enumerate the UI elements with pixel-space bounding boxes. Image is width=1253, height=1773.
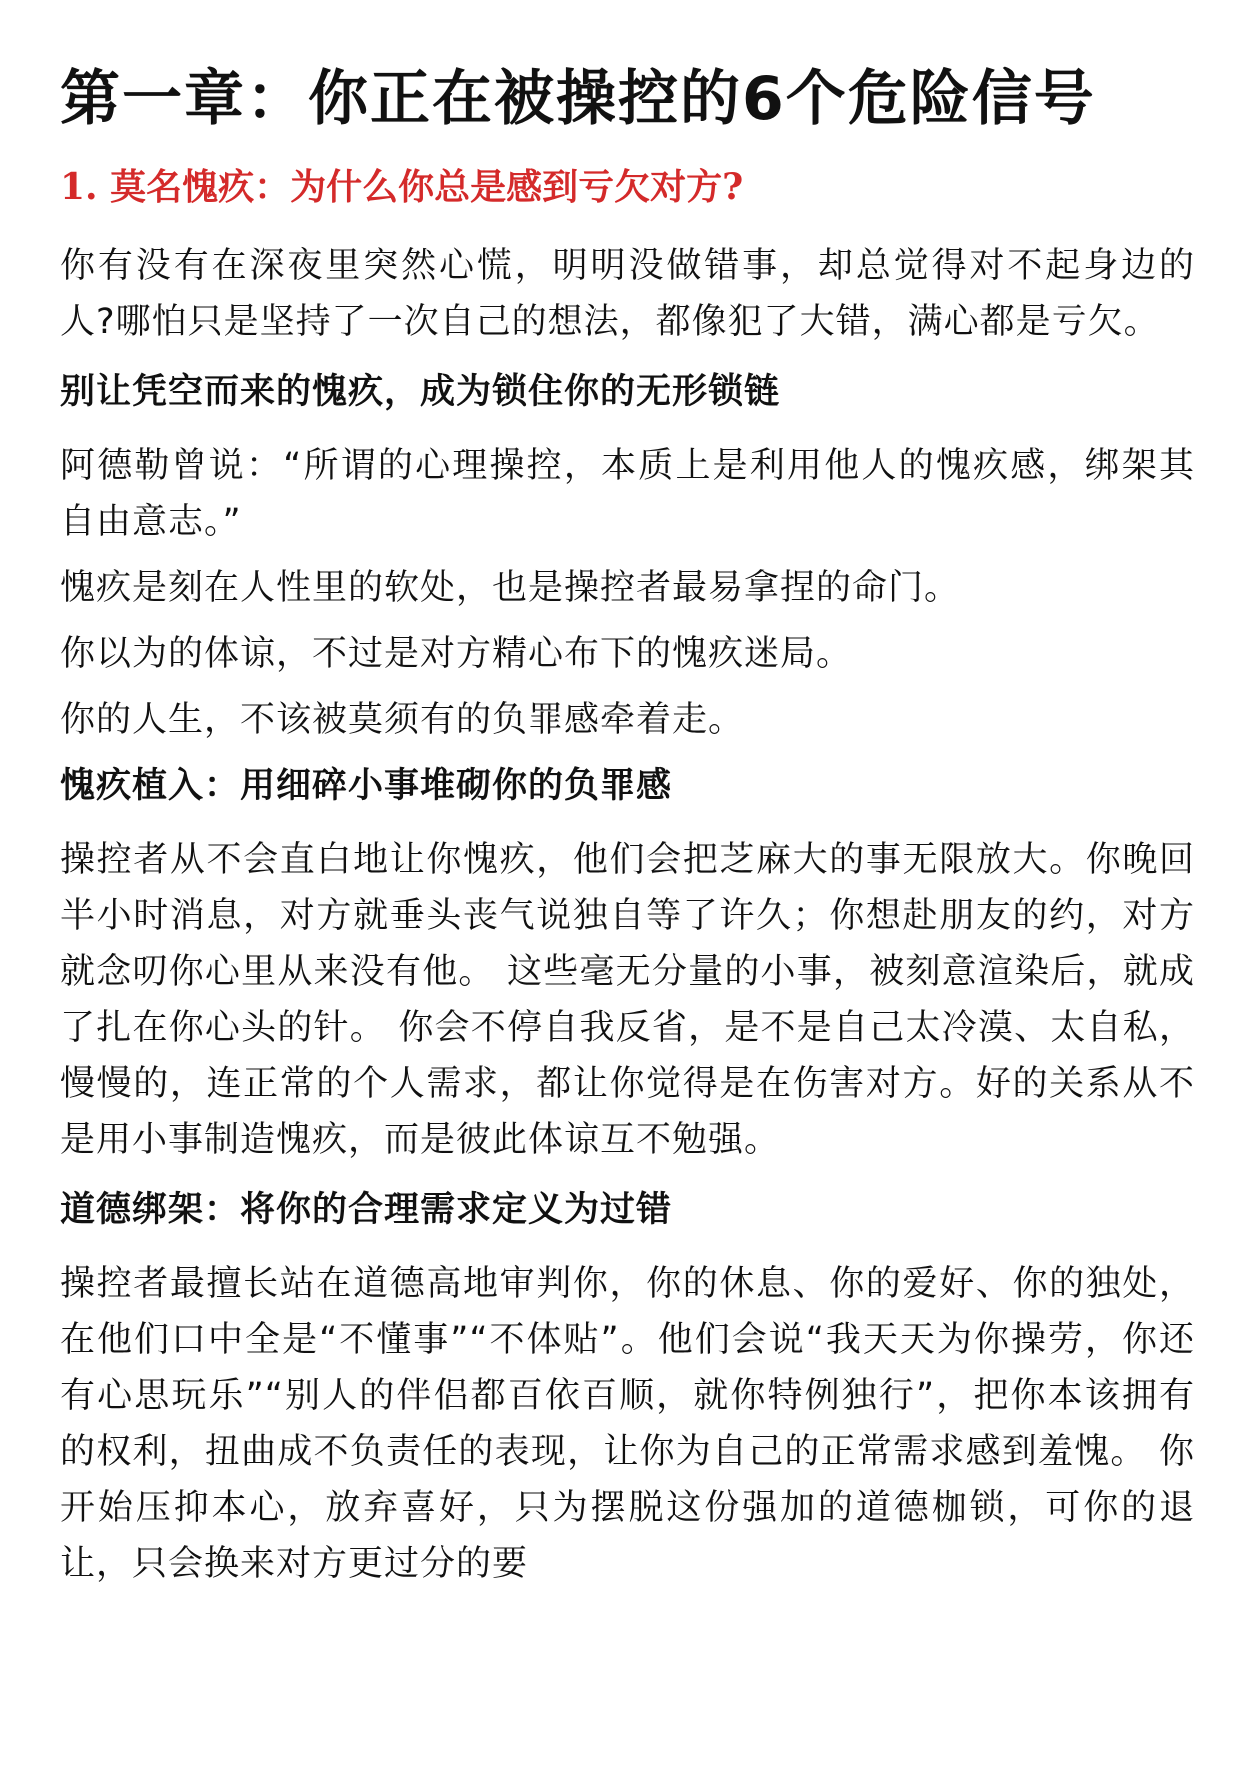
paragraph-life-choice: 你的人生，不该被莫须有的负罪感牵着走。 (60, 700, 745, 740)
document-page (60, 58, 1195, 1606)
subheading-guilt-implant: 愧疚植入：用细碎小事堆砌你的负罪感 (60, 766, 673, 806)
chapter-title: 第一章：你正在被操控的6个危险信号 (60, 64, 1096, 134)
paragraph-intro: 你有没有在深夜里突然心慌，明明没做错事，却总觉得对不起身边的人?哪怕只是坚持了一次自己的想法，都像犯了大错，满心都是亏欠。 (60, 246, 1195, 342)
paragraph-adler-quote: 阿德勒曾说：“所谓的心理操控，本质上是利用他人的愧疚感，绑架其自由意志。” (60, 446, 1195, 542)
paragraph-guilt-implant: 操控者从不会直白地让你愧疚，他们会把芝麻大的事无限放大。你晚回半小时消息，对方就垂头丧气说独自等了许久；你想赴朋友的约，对方就念叨你心里从来没有他。 这些毫无分量的小事，被刻意渲染后，就成了扎在你心头的针。 你会不停自我反省，是不是自己太冷漠、太自私，慢慢的，连正常的个人需求，都让你觉得是在伤害对方。好的关系从不是用小事制造愧疚，而是彼此体谅互不勉强。 (60, 840, 1195, 1160)
paragraph-guilt-weakness: 愧疚是刻在人性里的软处，也是操控者最易拿捏的命门。 (60, 568, 961, 608)
paragraph-guilt-trap: 你以为的体谅，不过是对方精心布下的愧疚迷局。 (60, 634, 853, 674)
subheading-moral-kidnap: 道德绑架：将你的合理需求定义为过错 (60, 1190, 673, 1230)
section-title: 1. 莫名愧疚：为什么你总是感到亏欠对方? (60, 166, 744, 208)
subheading-guilt-chain: 别让凭空而来的愧疚，成为锁住你的无形锁链 (60, 372, 781, 412)
paragraph-moral-kidnap: 操控者最擅长站在道德高地审判你，你的休息、你的爱好、你的独处，在他们口中全是“不懂事”“不体贴”。他们会说“我天天为你操劳，你还有心思玩乐”“别人的伴侣都百依百顺，就你特例独行”，把你本该拥有的权利，扭曲成不负责任的表现，让你为自己的正常需求感到羞愧。 你开始压抑本心，放弃喜好，只为摆脱这份强加的道德枷锁，可你的退让，只会换来对方更过分的要 (60, 1264, 1195, 1584)
